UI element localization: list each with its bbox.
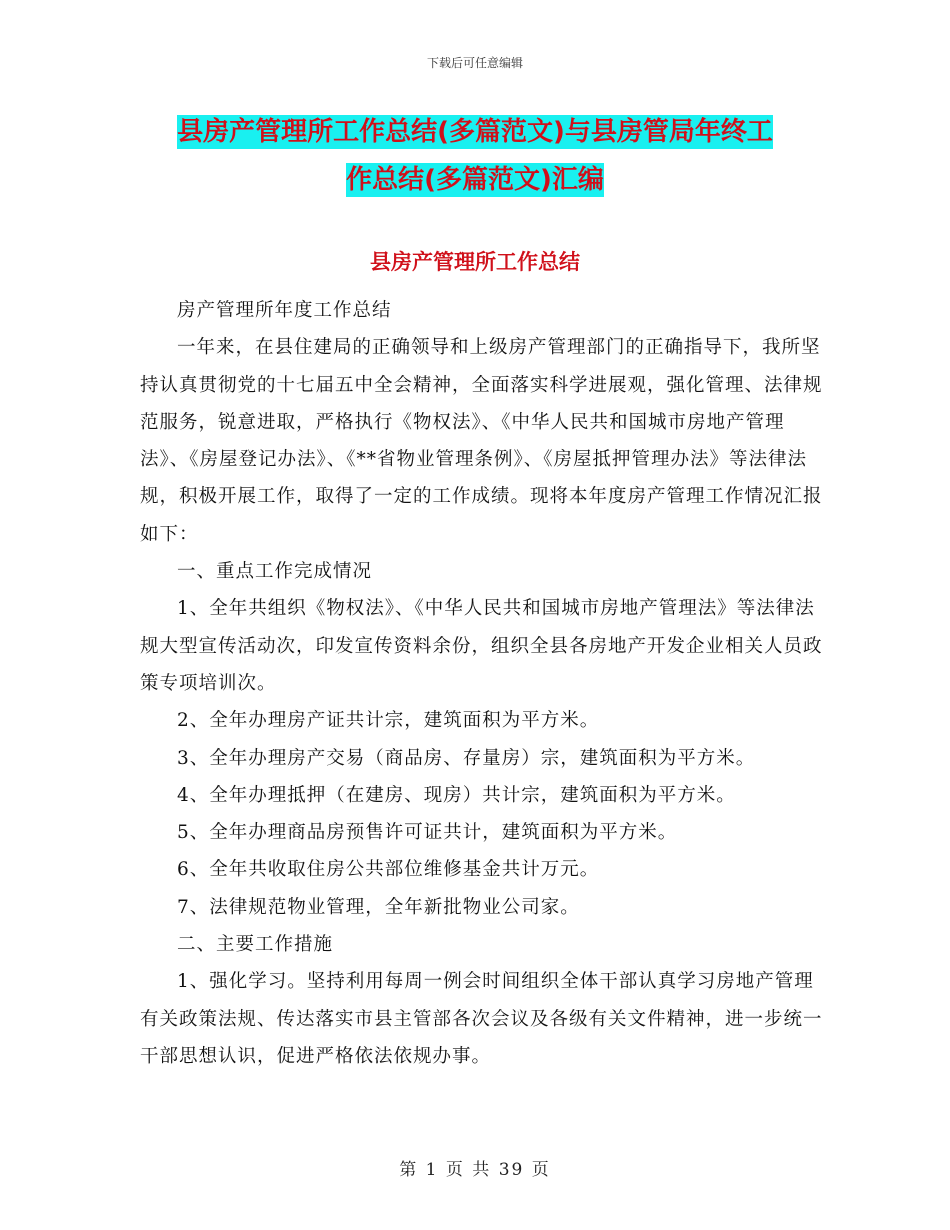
paragraph: 房产管理所年度工作总结 [177, 300, 392, 321]
paragraph: 一、重点工作完成情况 [177, 561, 373, 583]
paragraph: 二、主要工作措施 [177, 934, 334, 956]
document-title-line-1: 县房产管理所工作总结(多篇范文)与县房管局年终工 [177, 117, 773, 147]
paragraph: 一年来，在县住建局的正确领导和上级房产管理部门的正确指导下，我所坚持认真贯彻党的十七届五中全会精神，全面落实科学进展观，强化管理、法律规范服务，锐意进取，严格执行《物权法》、《中华人民共和国城市房地产管理法》、《房屋登记办法》、《**省物业管理条例》、《房屋抵押管理办法》等法律法规，积极开展工作，取得了一定的工作成绩。现将本年度房产管理工作情况汇报如下： [140, 337, 823, 545]
paragraph: 6、全年共收取住房公共部位维修基金共计万元。 [177, 859, 600, 881]
paragraph: 7、法律规范物业管理，全年新批物业公司家。 [177, 896, 580, 918]
document-title-line-2: 作总结(多篇范文)汇编 [346, 165, 604, 195]
page-footer: 第 1 页 共 39 页 [399, 1160, 551, 1180]
paragraph: 1、全年共组织《物权法》、《中华人民共和国城市房地产管理法》等法律法规大型宣传活动次，印发宣传资料余份，组织全县各房地产开发企业相关人员政策专项培训次。 [140, 598, 823, 694]
section-title: 县房产管理所工作总结 [370, 250, 580, 274]
body-text [140, 292, 830, 1075]
paragraph: 5、全年办理商品房预售许可证共计，建筑面积为平方米。 [177, 822, 678, 844]
document-title [140, 108, 810, 204]
paragraph: 2、全年办理房产证共计宗，建筑面积为平方米。 [177, 710, 600, 732]
paragraph: 3、全年办理房产交易（商品房、存量房）宗，建筑面积为平方米。 [177, 747, 756, 769]
paragraph: 4、全年办理抵押（在建房、现房）共计宗，建筑面积为平方米。 [177, 784, 736, 806]
paragraph: 1、强化学习。坚持利用每周一例会时间组织全体干部认真学习房地产管理有关政策法规、传达落实市县主管部各次会议及各级有关文件精神，进一步统一干部思想认识，促进严格依法依规办事。 [140, 971, 823, 1067]
header-note: 下载后可任意编辑 [426, 56, 523, 70]
